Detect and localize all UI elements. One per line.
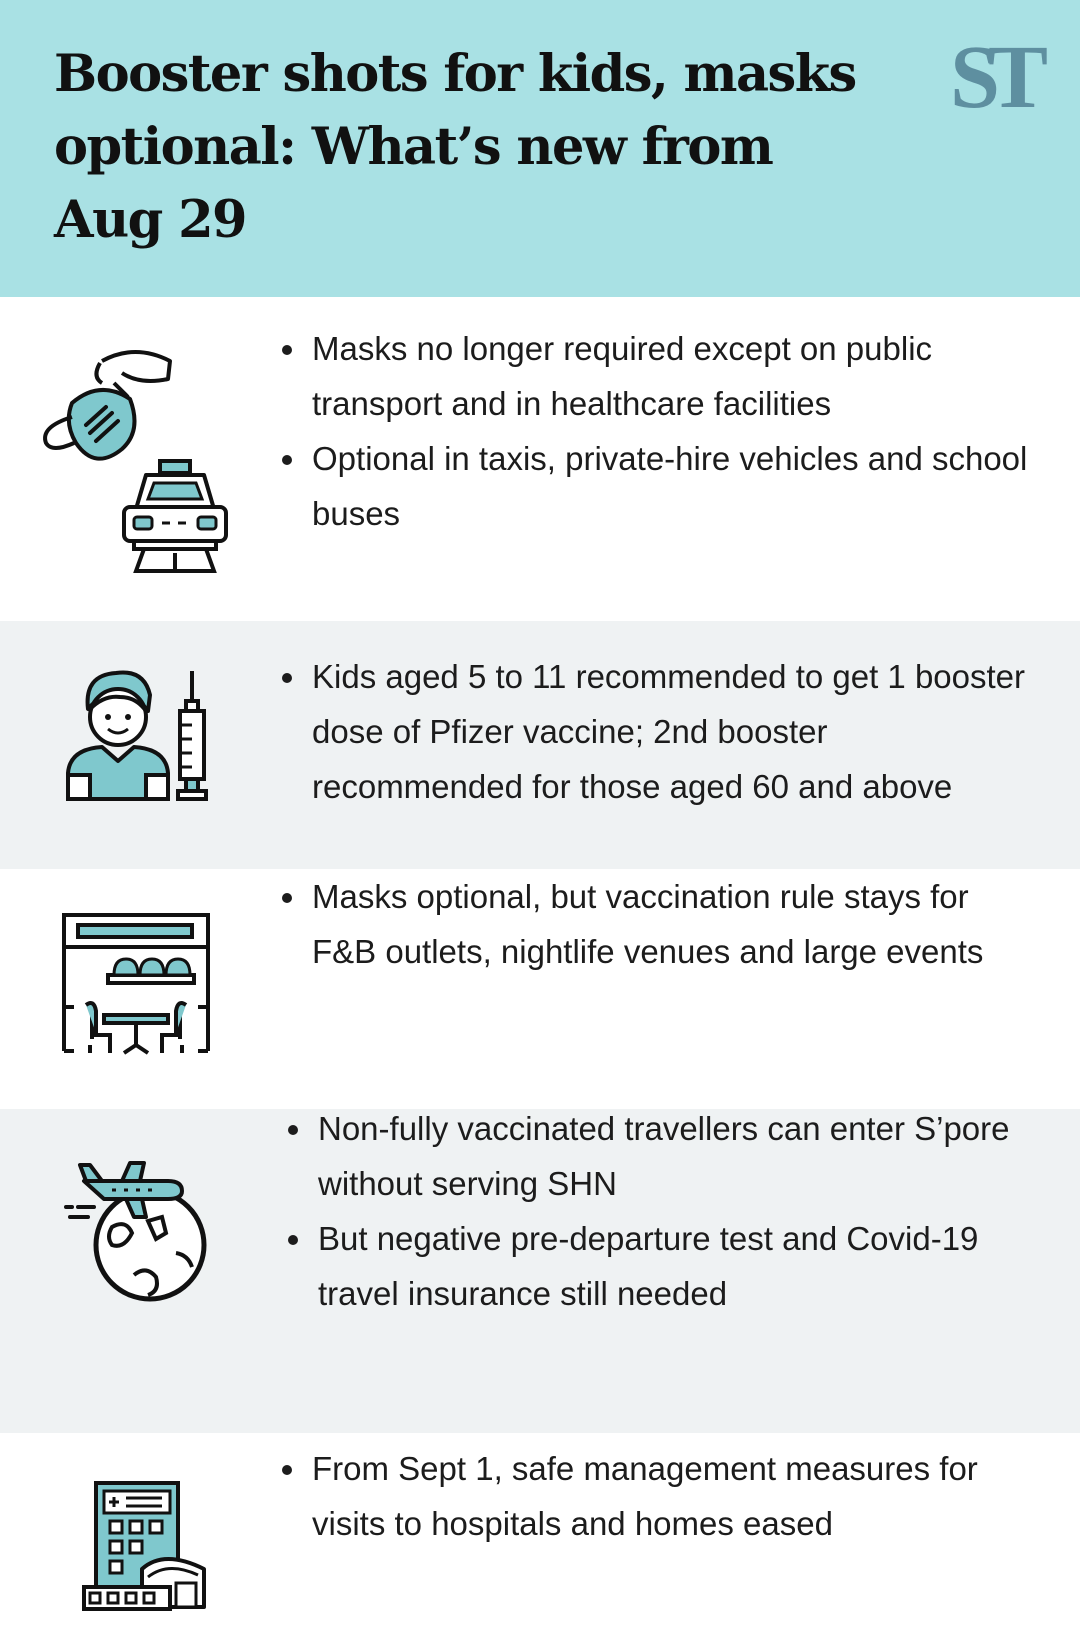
- child-and-syringe-icon: [60, 665, 220, 805]
- section-boosters: [0, 621, 1080, 869]
- mask-and-taxi-icon: [40, 331, 240, 581]
- restaurant-icon: [60, 911, 212, 1063]
- st-logo: ST: [950, 28, 1037, 127]
- header-banner: [0, 0, 1080, 297]
- section-travel: [0, 1109, 1080, 1433]
- plane-and-globe-icon: [64, 1157, 214, 1307]
- list-item: Optional in taxis, private-hire vehicles and school buses: [280, 431, 1040, 541]
- bullet-list: [286, 1101, 1046, 1321]
- bullet-list: [280, 869, 1040, 979]
- list-item: Masks optional, but vaccination rule stays for F&B outlets, nightlife venues and large events: [280, 869, 1040, 979]
- section-masks: [0, 297, 1080, 621]
- section-hospitals: [0, 1433, 1080, 1650]
- list-item: Masks no longer required except on public transport and in healthcare facilities: [280, 321, 1040, 431]
- list-item: Kids aged 5 to 11 recommended to get 1 booster dose of Pfizer vaccine; 2nd booster recommended for those aged 60 and above: [280, 649, 1040, 814]
- bullet-list: [280, 1441, 1040, 1551]
- list-item: From Sept 1, safe management measures for visits to hospitals and homes eased: [280, 1441, 1040, 1551]
- section-fnb: [0, 869, 1080, 1109]
- hospital-building-icon: [80, 1477, 216, 1613]
- list-item: Non-fully vaccinated travellers can enter S’pore without serving SHN: [286, 1101, 1046, 1211]
- list-item: But negative pre-departure test and Covid-19 travel insurance still needed: [286, 1211, 1046, 1321]
- bullet-list: [280, 649, 1040, 814]
- bullet-list: [280, 321, 1040, 541]
- page-title: Booster shots for kids, masks optional: What’s new from Aug 29: [54, 44, 856, 250]
